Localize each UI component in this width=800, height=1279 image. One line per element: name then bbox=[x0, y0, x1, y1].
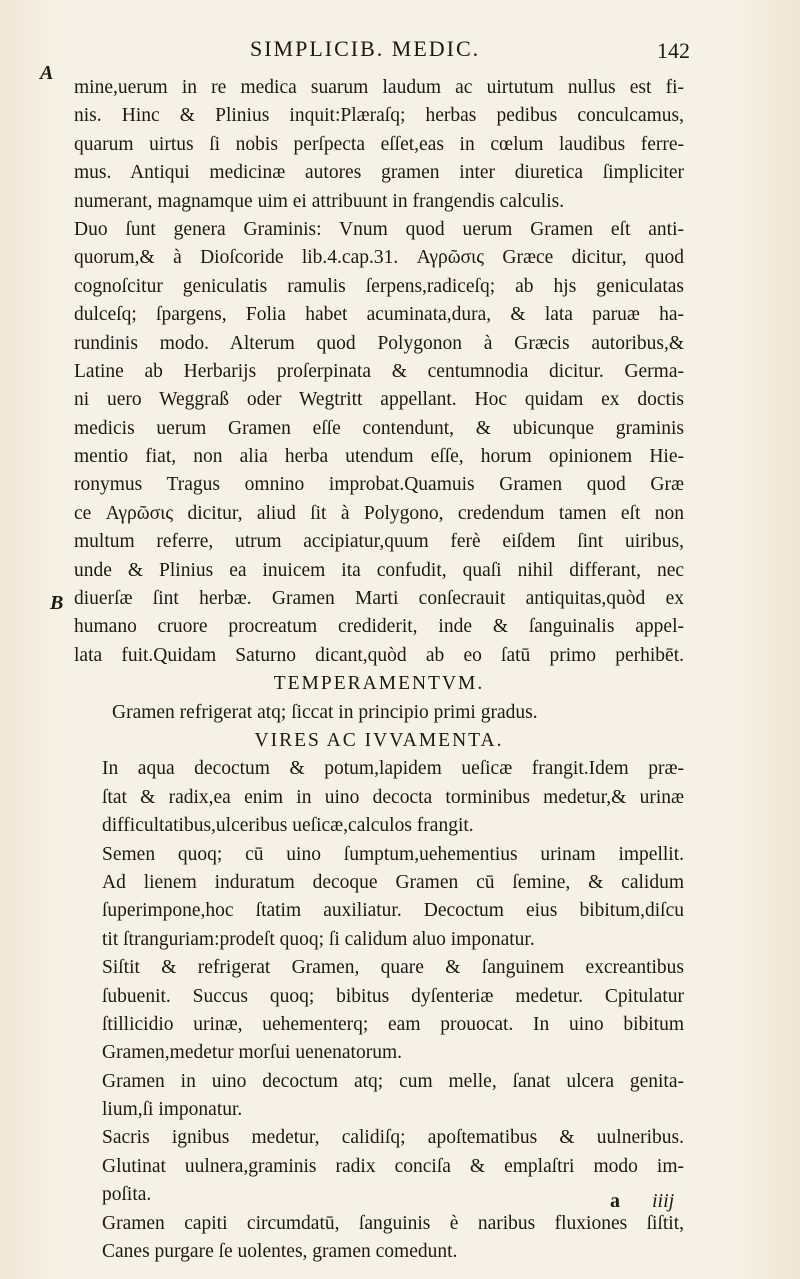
text-line: ſtat & radix,ea enim in uino decocta torminibus medetur,& urinæ bbox=[102, 786, 684, 808]
text-line: medicis uerum Gramen eſſe contendunt, & ubicunque graminis bbox=[74, 417, 684, 439]
text-line: humano cruore procreatum crediderit, inde & ſanguinalis appel- bbox=[74, 616, 684, 638]
text-line: ni uero Weggraß oder Wegtritt appellant. Hoc quidam ex doctis bbox=[74, 389, 684, 411]
text-line: lium,ſi imponatur. bbox=[102, 1099, 243, 1121]
text-line: rundinis modo. Alterum quod Polygonon à Græcis autoribus,& bbox=[74, 332, 684, 354]
text-line: numerant, magnamque uim ei attribuunt in frangendis calculis. bbox=[74, 190, 565, 212]
header-title: SIMPLICIB. MEDIC. bbox=[250, 36, 481, 61]
section-heading-vires: VIRES AC IVVAMENTA. bbox=[254, 729, 504, 751]
body-text bbox=[74, 74, 684, 1266]
signature-number: iiij bbox=[652, 1190, 675, 1212]
text-line: mine,uerum in re medica suarum laudum ac uirtutum nullus est fi- bbox=[74, 77, 684, 98]
text-line: ſuperimpone,hoc ſtatim auxiliatur. Decoctum eius bibitum,diſcu bbox=[102, 900, 684, 922]
text-line: ſtillicidio urinæ, uehementerq; eam prouocat. In uino bibitum bbox=[102, 1013, 684, 1035]
signature-mark bbox=[580, 1190, 720, 1220]
page-number: 142 bbox=[657, 38, 690, 63]
text-line: poſita. bbox=[102, 1184, 152, 1206]
text-line: ſubuenit. Succus quoq; bibitus dyſenteriæ medetur. Cpitulatur bbox=[102, 985, 684, 1007]
text-line: Gramen refrigerat atq; ſiccat in principio primi gradus. bbox=[112, 701, 538, 723]
text-line: nis. Hinc & Plinius inquit:Plæraſq; herbas pedibus conculcamus, bbox=[74, 105, 684, 127]
text-line: cognoſcitur geniculatis ramulis ſerpens,radiceſq; ab hjs geniculatas bbox=[74, 275, 684, 297]
text-line: Canes purgare ſe uolentes, gramen comedunt. bbox=[102, 1241, 458, 1263]
text-line: dulceſq; ſpargens, Folia habet acuminata,dura, & lata paruæ ha- bbox=[74, 304, 684, 326]
text-line: Latine ab Herbarijs proſerpinata & centumnodia dicitur. Germa- bbox=[74, 360, 684, 382]
text-line: In aqua decoctum & potum,lapidem ueſicæ frangit.Idem præ- bbox=[102, 758, 684, 780]
text-line: Siſtit & refrigerat Gramen, quare & ſanguinem excreantibus bbox=[102, 957, 684, 979]
text-line: quorum,& à Dioſcoride lib.4.cap.31. Αγρῶσις Græce dicitur, quod bbox=[74, 247, 684, 269]
text-line: Glutinat uulnera,graminis radix conciſa & emplaſtri modo im- bbox=[102, 1155, 684, 1177]
text-line: Ad lienem induratum decoque Gramen cū ſemine, & calidum bbox=[102, 871, 684, 893]
text-line: Gramen capiti circumdatū, ſanguinis è naribus fluxiones ſiſtit, bbox=[102, 1212, 684, 1234]
text-line: ronymus Tragus omnino improbat.Quamuis Gramen quod Græ bbox=[74, 474, 684, 496]
text-line: Gramen in uino decoctum atq; cum melle, ſanat ulcera genita- bbox=[102, 1070, 684, 1092]
margin-marker-b: B bbox=[50, 592, 64, 614]
text-line: Duo ſunt genera Graminis: Vnum quod uerum Gramen eſt anti- bbox=[74, 218, 684, 240]
text-line: unde & Plinius ea inuicem ita confudit, quaſi nihil differant, nec bbox=[74, 559, 684, 581]
text-line: ce Αγρῶσις dicitur, aliud ſit à Polygono, credendum tamen eſt non bbox=[74, 502, 684, 524]
margin-marker-a: A bbox=[40, 62, 54, 84]
text-line: lata fuit.Quidam Saturno dicant,quòd ab eo ſatū primo perhibēt. bbox=[74, 644, 684, 666]
text-line: diuerſæ ſint herbæ. Gramen Marti conſecrauit antiquitas,quòd ex bbox=[74, 588, 684, 610]
signature-letter: a bbox=[610, 1190, 620, 1212]
text-line: quarum uirtus ſi nobis perſpecta eſſet,eas in cœlum laudibus ferre- bbox=[74, 133, 684, 155]
text-line: Sacris ignibus medetur, calidiſq; apoſtematibus & uulneribus. bbox=[102, 1127, 684, 1149]
text-line: mentio fiat, non alia herba utendum eſſe, horum opinionem Hie- bbox=[74, 446, 684, 468]
section-heading-temperament: TEMPERAMENTVM. bbox=[273, 673, 485, 695]
text-line: Gramen,medetur morſui uenenatorum. bbox=[102, 1042, 402, 1064]
text-line: multum referre, utrum accipiatur,quum ferè eiſdem ſint uiribus, bbox=[74, 531, 684, 553]
text-line: mus. Antiqui medicinæ autores gramen inter diuretica ſimpliciter bbox=[74, 162, 684, 184]
text-line: tit ſtranguriam:prodeſt quoq; ſi calidum aluo imponatur. bbox=[102, 928, 535, 950]
text-line: Semen quoq; cū uino ſumptum,uehementius urinam impellit. bbox=[102, 843, 684, 865]
text-line: difficultatibus,ulceribus ueſicæ,calculos frangit. bbox=[102, 815, 474, 837]
running-header bbox=[250, 36, 690, 66]
